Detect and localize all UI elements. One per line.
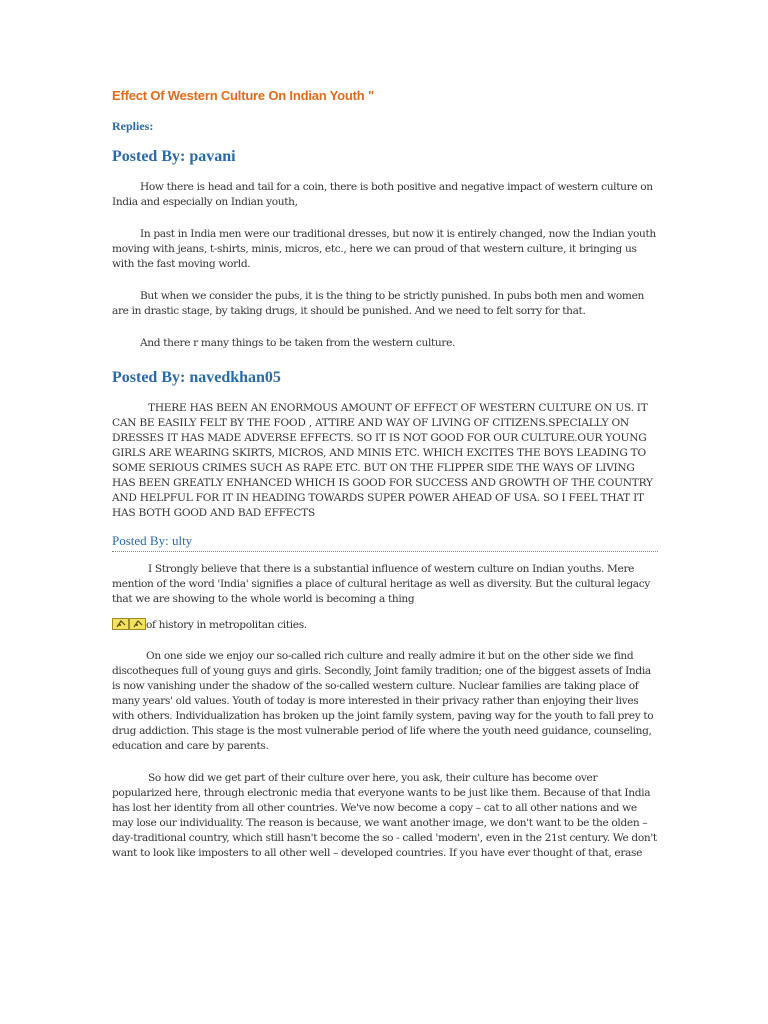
post-pavani: [112, 148, 658, 351]
post-paragraph: So how did we get part of their culture over here, you ask, their culture has become over popularized here, through electronic media that everyone wants to be just like them. Because of that India has lost her identity from all other countries. We've now become a copy – cat to all other nations and we may lose our individuality. The reason is because, we want another image, we don't want to be the olden – day-traditional country, which still hasn't become the so - called 'modern', even in the 21st century. We don't want to look like imposters to all other well – developed countries. If you have ever thought of that, erase: [112, 772, 657, 859]
emoticon-line: [112, 618, 658, 633]
posted-by-heading: Posted By: ulty: [112, 533, 658, 552]
posted-by-heading: Posted By: pavani: [112, 148, 236, 165]
replies-label: Replies:: [112, 119, 154, 133]
post-paragraph: On one side we enjoy our so-called rich culture and really admire it but on the other side we find discotheques full of young guys and girls. Secondly, Joint family tradition; one of the biggest assets of India is now vanishing under the shadow of the so-called western culture. Nuclear families are taking place of many years' old values. Youth of today is more interested in their privacy rather than enjoying their lives with others. Individualization has broken up the joint family system, paving way for the youth to fall prey to drug addiction. This stage is the most vulnerable period of life where the youth need guidance, counseling, education and care by parents.: [112, 650, 654, 752]
post-paragraph: THERE HAS BEEN AN ENORMOUS AMOUNT OF EFFECT OF WESTERN CULTURE ON US. IT CAN BE EASILY FELT BY THE FOOD , ATTIRE AND WAY OF LIVING OF CITIZENS.SPECIALLY ON DRESSES IT HAS MADE ADVERSE EFFECTS. SO IT IS NOT GOOD FOR OUR CULTURE.OUR YOUNG GIRLS ARE WEARING SKIRTS, MICROS, AND MINIS ETC. WHICH EXCITES THE BOYS LEADING TO SOME SERIOUS CRIMES SUCH AS RAPE ETC. BUT ON THE FLIPPER SIDE THE WAYS OF LIVING HAS BEEN GREATLY ENHANCED WHICH IS GOOD FOR SUCCESS AND GROWTH OF THE COUNTRY AND HELPFUL FOR IT IN HEADING TOWARDS SUPER POWER AHEAD OF USA. SO I FEEL THAT IT HAS BOTH GOOD AND BAD EFFECTS: [112, 402, 653, 519]
post-navedkhan05: [112, 369, 658, 521]
post-paragraph: And there r many things to be taken from the western culture.: [140, 337, 456, 349]
post-paragraph: I Strongly believe that there is a substantial influence of western culture on Indian youths. Mere mention of the word 'India' signifies a place of cultural heritage as well as diversity. But the cultural legacy that we are showing to the whole world is becoming a thing: [112, 563, 650, 605]
winking-emoticon-icon: [112, 618, 129, 630]
document-title: Effect Of Western Culture On Indian Youth ": [112, 88, 374, 103]
post-paragraph: In past in India men were our traditional dresses, but now it is entirely changed, now the Indian youth moving with jeans, t-shirts, minis, micros, etc., here we can proud of that western culture, it bringing us with the fast moving world.: [112, 228, 656, 270]
post-paragraph: But when we consider the pubs, it is the thing to be strictly punished. In pubs both men and women are in drastic stage, by taking drugs, it should be punished. And we need to felt sorry for that.: [112, 290, 644, 317]
post-ulty: [112, 533, 658, 861]
post-paragraph: How there is head and tail for a coin, there is both positive and negative impact of western culture on India and especially on Indian youth,: [112, 181, 653, 208]
posted-by-heading: Posted By: navedkhan05: [112, 369, 281, 386]
document-page: [112, 88, 658, 878]
winking-emoticon-icon: [129, 618, 146, 630]
post-paragraph: of history in metropolitan cities.: [146, 619, 307, 631]
